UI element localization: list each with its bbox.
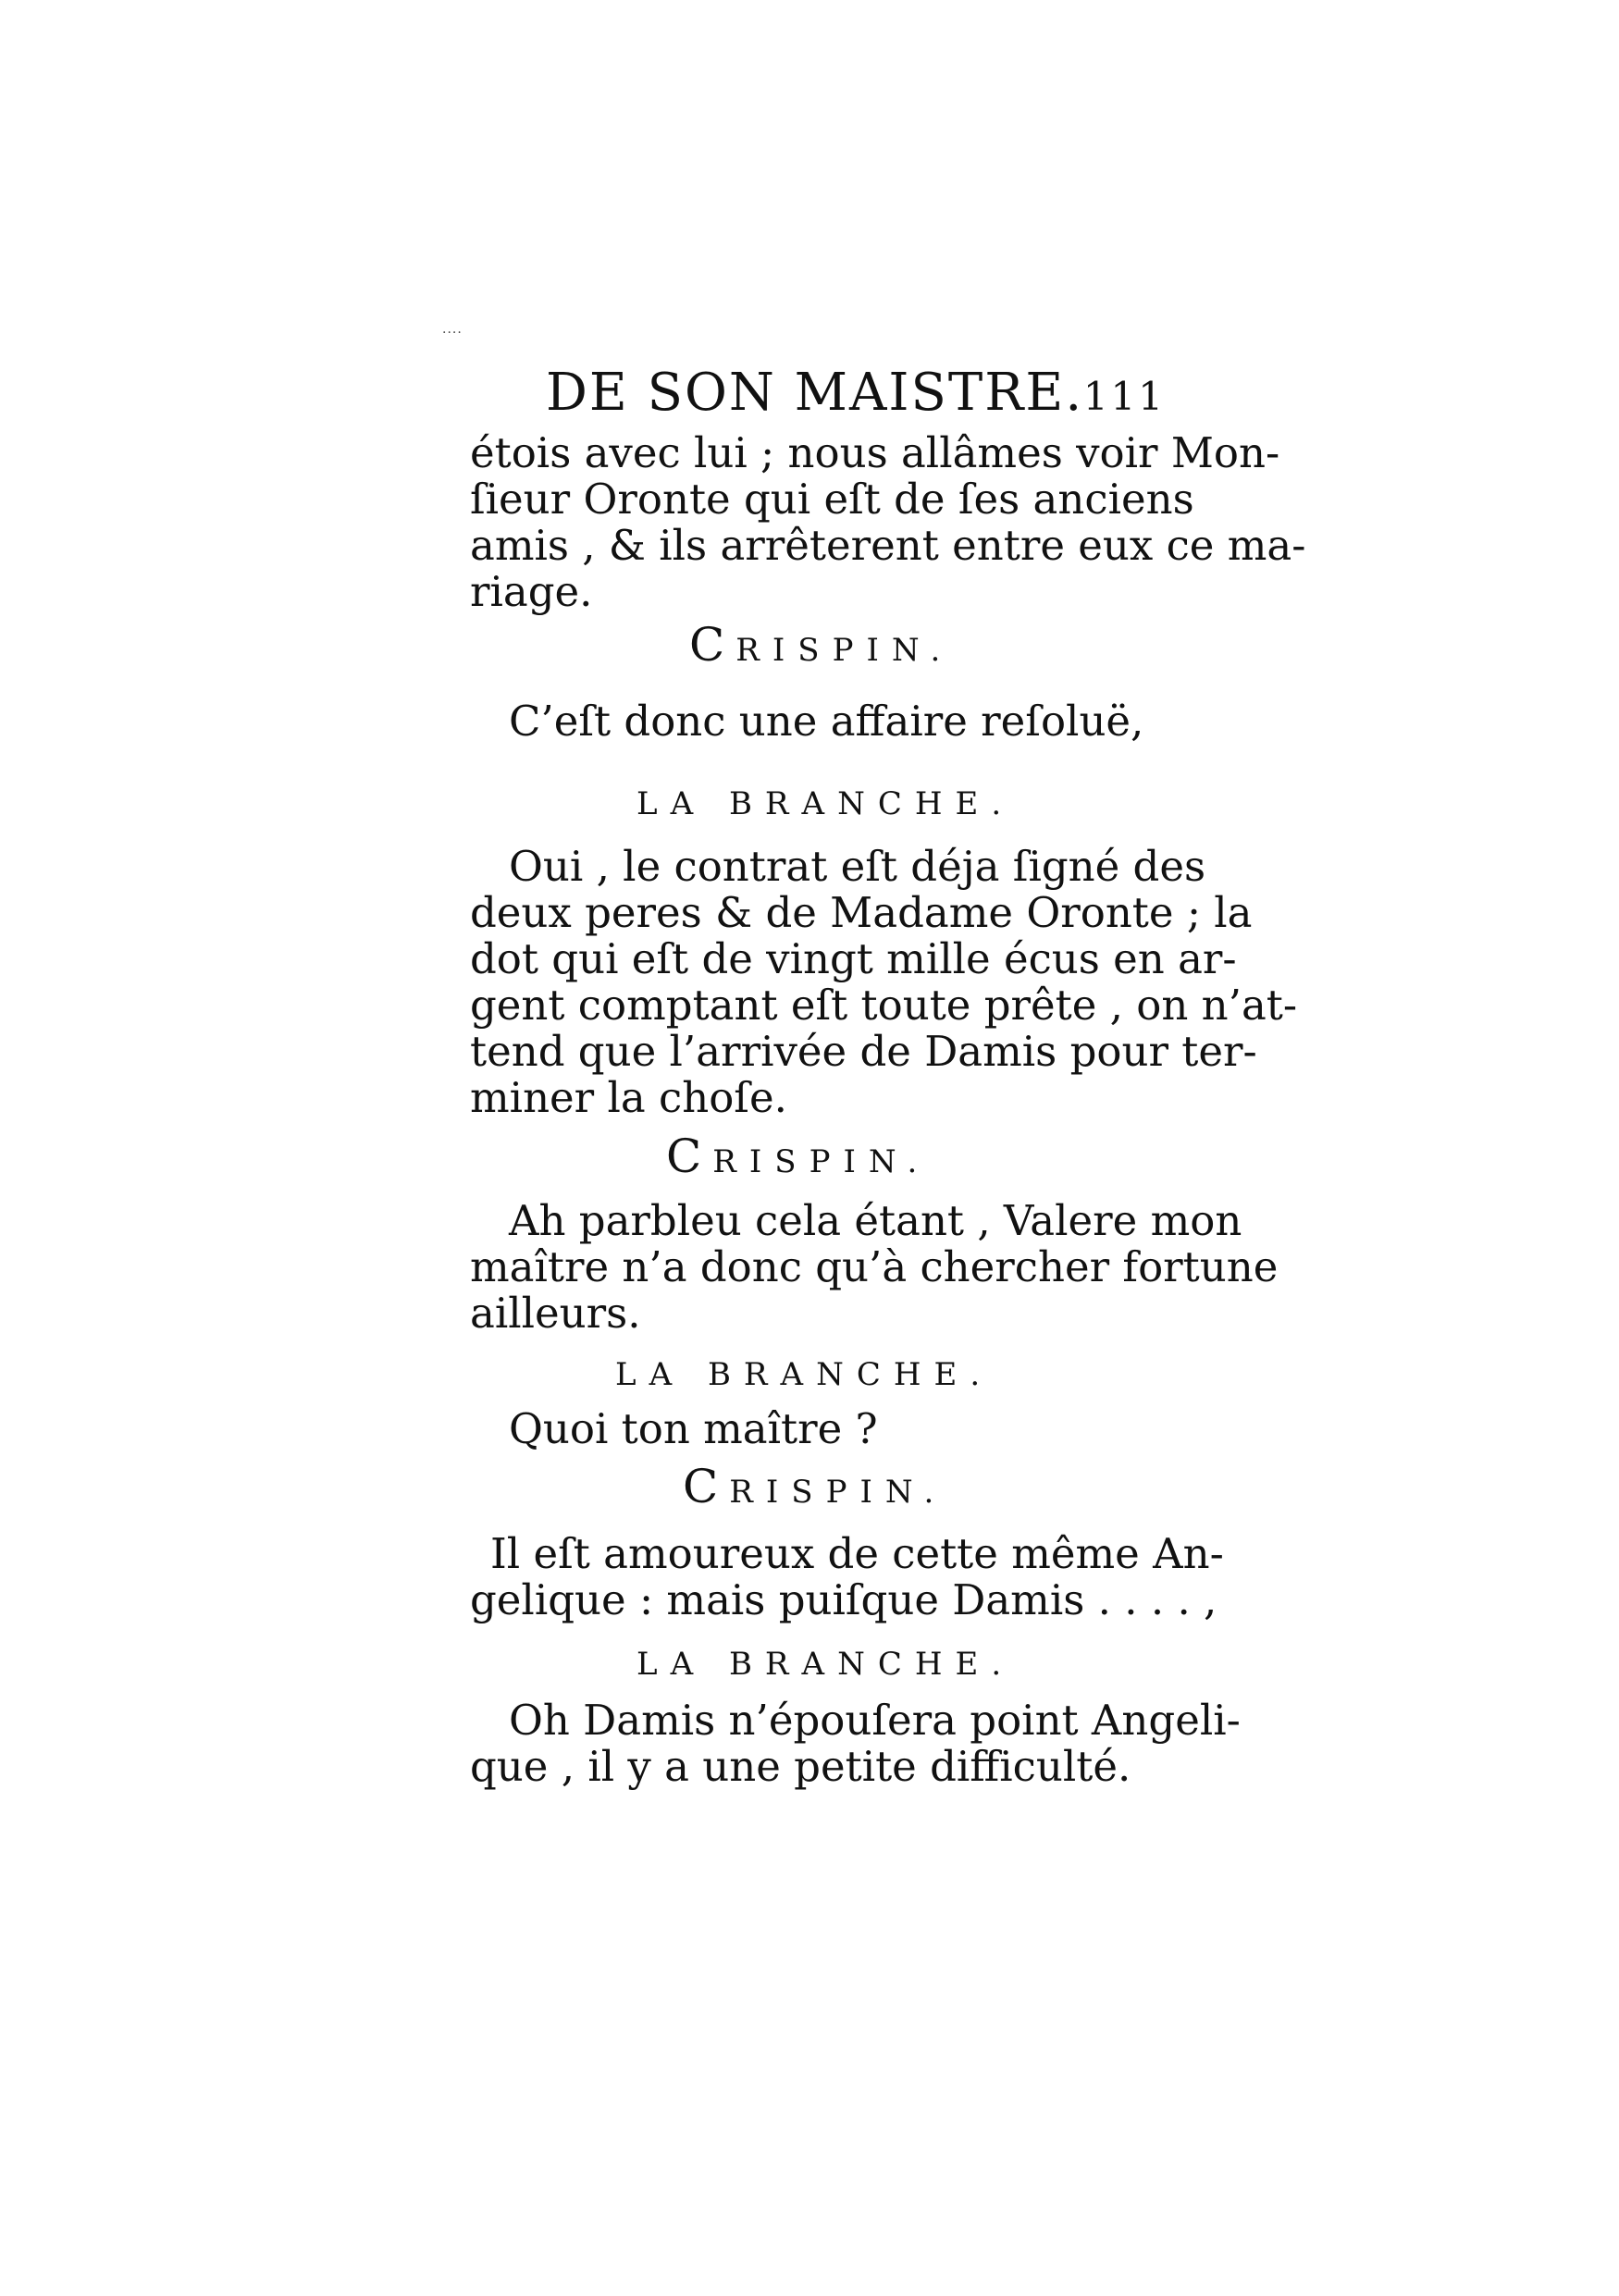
text-line: Oui , le contrat eſt déja ſigné des	[509, 842, 1206, 891]
speaker-name: RISPIN.	[735, 632, 954, 669]
speaker-name: RISPIN.	[712, 1143, 931, 1180]
speaker-name: LA BRANCHE.	[615, 1356, 994, 1393]
text-line: deux peres & de Madame Oronte ; la	[470, 888, 1253, 937]
speaker-name: LA BRANCHE.	[636, 785, 1015, 822]
speaker-heading	[689, 618, 954, 673]
text-line: C’eſt donc une affaire reſoluë,	[509, 697, 1144, 746]
text-line: Quoi ton maître ?	[509, 1404, 878, 1453]
text-line: ailleurs.	[470, 1289, 641, 1338]
text-line: gelique : mais puiſque Damis . . . . ,	[470, 1575, 1217, 1624]
text-line: gent comptant eſt toute prête , on n’at-	[470, 981, 1298, 1030]
speaker-heading	[615, 1346, 993, 1398]
running-title: DE SON MAISTRE.	[546, 363, 1084, 423]
speaker-name: RISPIN.	[729, 1474, 947, 1511]
text-line: dot qui eſt de vingt mille écus en ar-	[470, 934, 1237, 983]
text-line: riage.	[470, 567, 593, 616]
speaker-name: LA BRANCHE.	[636, 1646, 1015, 1683]
page-number: 111	[1082, 374, 1166, 419]
text-line: que , il y a une petite difficulté.	[470, 1742, 1131, 1791]
text-line: maître n’a donc qu’à chercher fortune	[470, 1242, 1279, 1291]
text-line: miner la choſe.	[470, 1073, 787, 1122]
running-header	[546, 361, 1193, 426]
text-line: tend que l’arrivée de Damis pour ter-	[470, 1027, 1257, 1076]
speaker-initial: C	[666, 1129, 713, 1183]
speaker-heading	[683, 1460, 947, 1515]
speaker-heading	[666, 1129, 931, 1185]
text-line: étois avec lui ; nous allâmes voir Mon-	[470, 428, 1280, 477]
speaker-initial: C	[689, 618, 736, 672]
speaker-heading	[636, 775, 1014, 827]
text-line: ſieur Oronte qui eſt de ſes anciens	[470, 475, 1194, 524]
speaker-heading	[636, 1636, 1014, 1687]
speaker-initial: C	[683, 1460, 730, 1513]
text-line: amis , & ils arrêterent entre eux ce ma-	[470, 521, 1306, 570]
text-line: Oh Damis n’épouſera point Angeli-	[509, 1696, 1241, 1745]
text-line: Il eſt amoureux de cette même An-	[490, 1529, 1224, 1578]
stray-ink-mark: ····	[442, 326, 463, 340]
text-line: Ah parbleu cela étant , Valere mon	[509, 1196, 1242, 1245]
